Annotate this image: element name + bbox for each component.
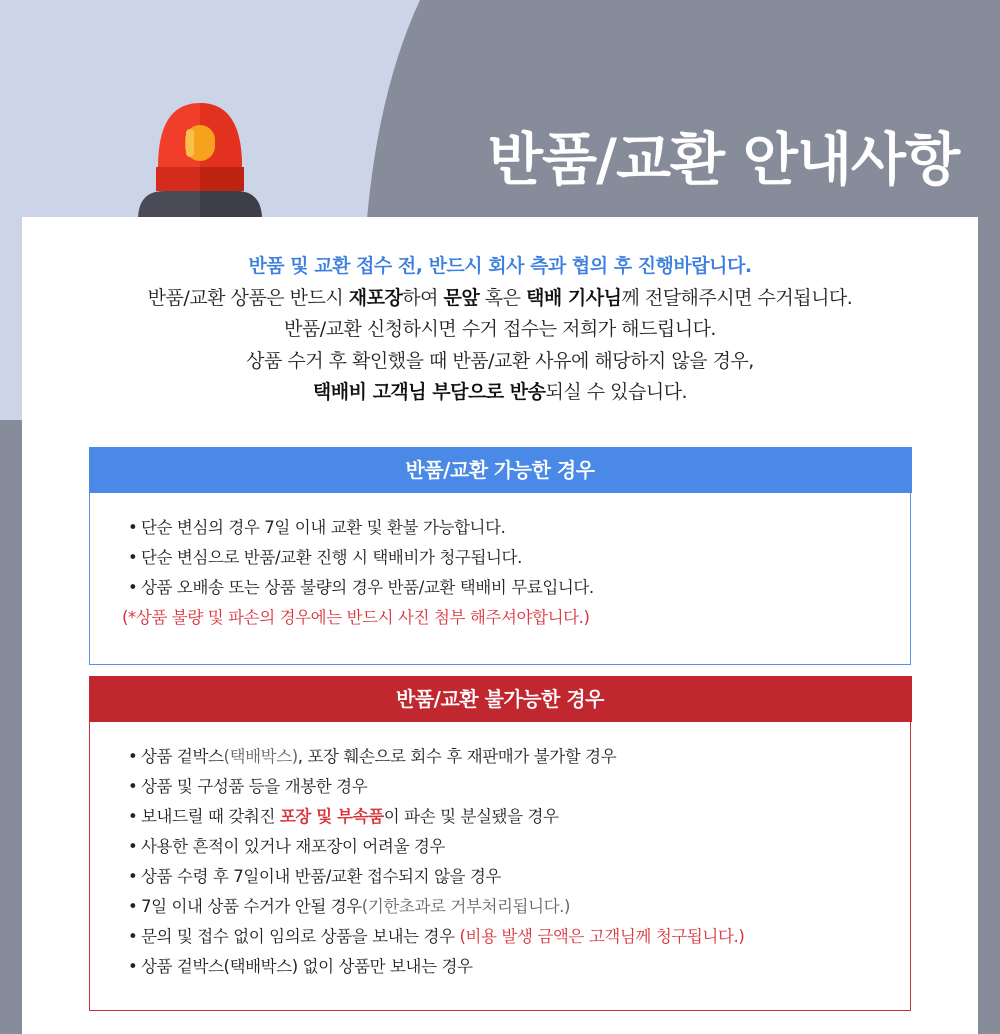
intro-line (22, 377, 978, 409)
intro-line (22, 283, 978, 315)
item-text-gray: (기한초과로 거부처리됩니다.) (361, 896, 571, 916)
item-text: 보내드릴 때 갖춰진 (141, 806, 280, 826)
item-text-red: 포장 및 부속품 (279, 806, 384, 826)
item-text: 단순 변심의 경우 7일 이내 교환 및 환불 가능합니다. (141, 517, 506, 537)
list-item (90, 892, 910, 922)
intro-text: 혹은 (479, 286, 527, 309)
item-text-red: (비용 발생 금액은 고객님께 청구됩니다.) (459, 926, 745, 946)
item-text: 상품 겉박스(택배박스) 없이 상품만 보내는 경우 (141, 956, 473, 976)
list-item (90, 862, 910, 892)
intro-text: 반품/교환 상품은 반드시 (147, 286, 349, 309)
list-item (90, 802, 910, 832)
list-item (90, 772, 910, 802)
bullet: • (128, 746, 138, 766)
intro-section (22, 251, 978, 409)
intro-bold: 택배 기사님 (526, 286, 622, 309)
bullet: • (128, 956, 138, 976)
intro-line: 반품/교환 신청하시면 수거 접수는 저희가 해드립니다. (284, 318, 716, 340)
item-text: 상품 수령 후 7일이내 반품/교환 접수되지 않을 경우 (141, 866, 501, 886)
allowed-box (89, 447, 911, 665)
list-item (90, 573, 910, 603)
item-text: 문의 및 접수 없이 임의로 상품을 보내는 경우 (141, 926, 460, 946)
intro-bold: 재포장 (348, 286, 403, 309)
bullet: • (128, 577, 138, 597)
intro-text: 하여 (402, 286, 444, 309)
not-allowed-box (89, 676, 911, 1011)
siren-icon (130, 95, 270, 220)
bullet: • (128, 896, 138, 916)
not-allowed-list (90, 722, 910, 982)
page-title: 반품/교환 안내사항 (488, 127, 960, 193)
item-text: 사용한 흔적이 있거나 재포장이 어려울 경우 (141, 836, 445, 856)
item-text: 7일 이내 상품 수거가 안될 경우 (141, 896, 362, 916)
item-text: 상품 오배송 또는 상품 불량의 경우 반품/교환 택배비 무료입니다. (141, 577, 594, 597)
bullet: • (128, 517, 138, 537)
intro-bold: 택배비 고객님 부담으로 반송 (312, 381, 546, 403)
bullet: • (128, 806, 138, 826)
item-text: , 포장 훼손으로 회수 후 재판매가 불가할 경우 (297, 746, 617, 766)
item-text: 상품 및 구성품 등을 개봉한 경우 (141, 776, 368, 796)
list-item (90, 543, 910, 573)
list-item (90, 922, 910, 952)
bullet: • (128, 866, 138, 886)
item-text-gray: (택배박스) (223, 746, 298, 766)
item-text: 단순 변심으로 반품/교환 진행 시 택배비가 청구됩니다. (141, 547, 522, 567)
content-panel (22, 217, 978, 1034)
item-text: 이 파손 및 분실됐을 경우 (383, 806, 559, 826)
bullet: • (128, 926, 138, 946)
allowed-note: (*상품 불량 및 파손의 경우에는 반드시 사진 첨부 해주셔야합니다.) (122, 607, 590, 627)
intro-text: 되실 수 있습니다. (545, 381, 688, 403)
allowed-title: 반품/교환 가능한 경우 (89, 447, 912, 493)
bullet: • (128, 547, 138, 567)
intro-text: 께 전달해주시면 수거됩니다. (621, 286, 853, 309)
bullet: • (128, 836, 138, 856)
list-item (90, 952, 910, 982)
list-item (90, 742, 910, 772)
intro-line: 상품 수거 후 확인했을 때 반품/교환 사유에 해당하지 않을 경우, (246, 349, 754, 372)
list-item (90, 513, 910, 543)
allowed-list (90, 493, 910, 633)
intro-bold: 문앞 (443, 286, 480, 309)
list-item (90, 832, 910, 862)
not-allowed-title: 반품/교환 불가능한 경우 (89, 676, 912, 722)
item-text: 상품 겉박스 (141, 746, 224, 766)
bullet: • (128, 776, 138, 796)
intro-highlight: 반품 및 교환 접수 전, 반드시 회사 측과 협의 후 진행바랍니다. (248, 255, 752, 277)
